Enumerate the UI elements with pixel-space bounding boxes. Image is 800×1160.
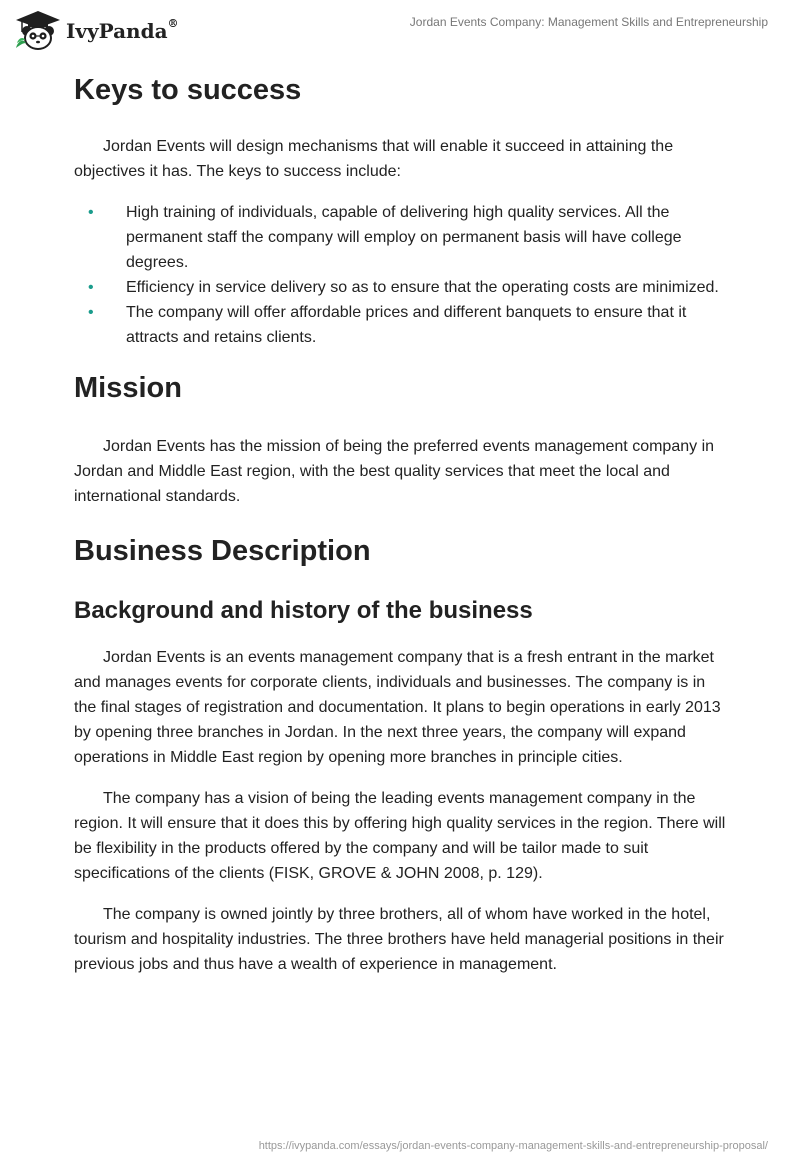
business-paragraph: The company is owned jointly by three brothers, all of whom have worked in the hotel, tourism and hospitality industries. The three brothers have held managerial positions in their previous jobs and thus have a wealth of experience in management.	[74, 906, 724, 973]
heading-business-description: Business Description	[74, 535, 371, 567]
bullet-dot-icon: •	[88, 304, 94, 321]
business-paragraph: The company has a vision of being the leading events management company in the region. It will ensure that it does this by offering high quality services in the region. There will be flexibility in the products offered by the company and will be tailor made to suit specifications of the clients (FISK, GROVE & JOHN 2008, p. 129).	[74, 790, 726, 882]
heading-keys-to-success: Keys to success	[74, 74, 302, 106]
source-url[interactable]: https://ivypanda.com/essays/jordan-events-company-management-skills-and-entrepreneurship-proposal/	[258, 1140, 768, 1152]
heading-mission: Mission	[74, 372, 182, 404]
business-paragraph: Jordan Events is an events management company that is a fresh entrant in the market and manages events for corporate clients, individuals and businesses. The company is in the final stages of registration and documentation. It plans to begin operations in early 2013 by opening three branches in Jordan. In the next three years, the company will expand operations in Middle East region by opening more branches in principle cities.	[74, 649, 721, 766]
list-item-text: Efficiency in service delivery so as to ensure that the operating costs are minimized.	[126, 279, 719, 296]
page-header	[0, 0, 800, 60]
brand-name: IvyPanda®	[66, 17, 179, 43]
keys-intro-paragraph: Jordan Events will design mechanisms that will enable it succeed in attaining the objectives it has. The keys to success include:	[74, 138, 674, 180]
bullet-dot-icon: •	[88, 279, 94, 296]
mission-paragraph: Jordan Events has the mission of being the preferred events management company in Jordan and Middle East region, with the best quality services that meet the local and international standards.	[74, 438, 715, 505]
keys-bullet-list	[74, 200, 730, 350]
panda-graduate-icon	[14, 10, 62, 50]
list-item	[74, 200, 730, 275]
list-item	[74, 300, 730, 350]
list-item-text: High training of individuals, capable of delivering high quality services. All the permanent staff the company will employ on permanent basis will have college degrees.	[126, 204, 682, 271]
document-title: Jordan Events Company: Management Skills and Entrepreneurship	[409, 15, 768, 29]
list-item-text: The company will offer affordable prices and different banquets to ensure that it attracts and retains clients.	[126, 304, 687, 346]
article-content	[74, 70, 730, 977]
registered-mark: ®	[167, 17, 179, 30]
ivypanda-logo[interactable]	[14, 10, 179, 50]
list-item	[74, 275, 730, 300]
bullet-dot-icon: •	[88, 204, 94, 221]
subheading-background-history: Background and history of the business	[74, 597, 533, 624]
